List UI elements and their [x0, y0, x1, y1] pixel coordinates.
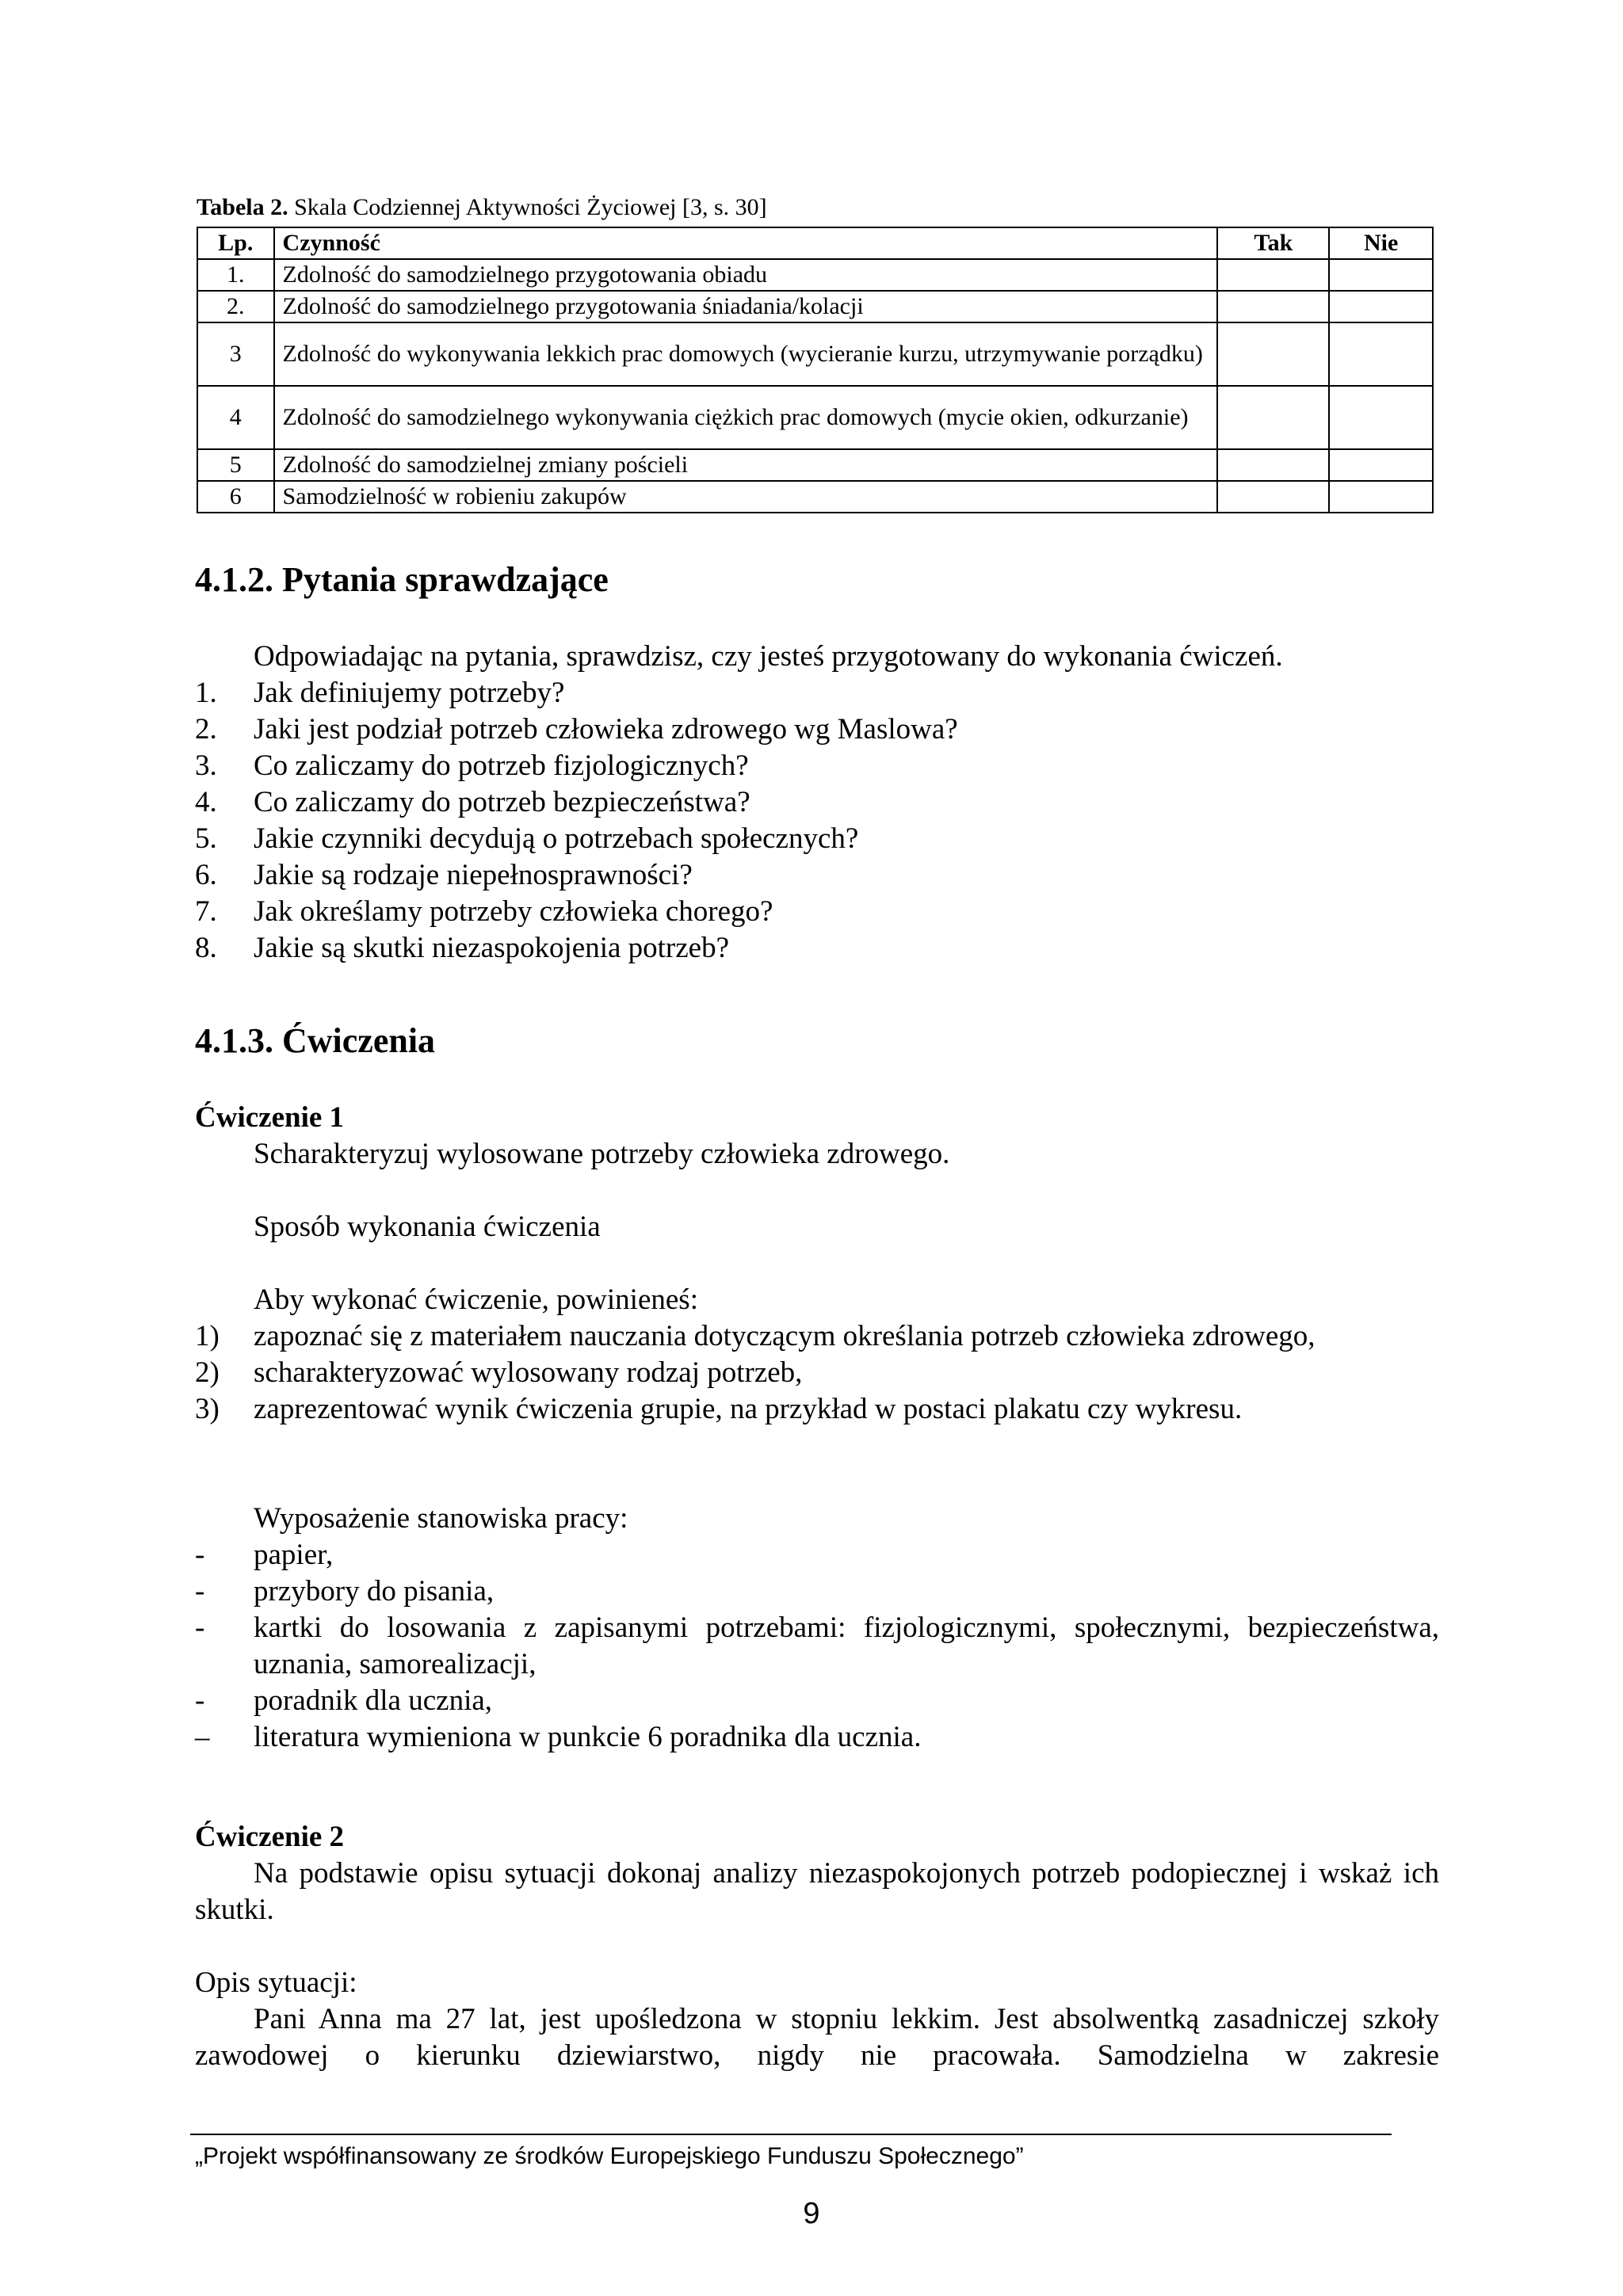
header-activity: Czynność [274, 227, 1218, 259]
step-number: 1) [195, 1320, 220, 1352]
step-number: 3) [195, 1393, 220, 1425]
item-text: Jak określamy potrzeby człowieka chorego? [254, 895, 773, 928]
equipment-list [195, 1537, 1439, 1756]
row-number: 1. [197, 259, 274, 291]
item-number: 2. [195, 713, 217, 746]
situation-heading: Opis sytuacji: [195, 1966, 357, 1999]
list-item [195, 784, 1439, 821]
table-caption [197, 193, 767, 222]
item-number: 8. [195, 932, 217, 964]
row-activity: Zdolność do wykonywania lekkich prac domowych (wycieranie kurzu, utrzymywanie porządku) [274, 322, 1218, 386]
bullet-mark: – [195, 1721, 210, 1753]
page-number: 9 [803, 2197, 820, 2230]
list-item [195, 857, 1439, 894]
list-item [195, 1610, 1439, 1683]
questions-intro: Odpowiadając na pytania, sprawdzisz, czy jesteś przygotowany do wykonania ćwiczeń. [254, 640, 1283, 673]
table-row [197, 322, 1433, 386]
list-item [195, 1719, 1439, 1756]
item-number: 7. [195, 895, 217, 928]
item-text: Jak definiujemy potrzeby? [254, 677, 565, 709]
no-cell [1329, 291, 1433, 322]
list-item [195, 1573, 1439, 1610]
table-caption-title: Skala Codziennej Aktywności Życiowej [3, s. 30] [288, 194, 767, 220]
exercise-2-title: Ćwiczenie 2 [195, 1821, 345, 1853]
bullet-mark: - [195, 1575, 205, 1608]
header-no: Nie [1329, 227, 1433, 259]
yes-cell [1217, 481, 1329, 513]
section-title-questions: 4.1.2. Pytania sprawdzające [195, 560, 609, 599]
no-cell [1329, 481, 1433, 513]
yes-cell [1217, 291, 1329, 322]
footer-divider [190, 2134, 1392, 2135]
list-item [195, 1355, 1439, 1391]
item-text: Co zaliczamy do potrzeb fizjologicznych? [254, 749, 749, 782]
table-row [197, 481, 1433, 513]
daily-activity-table [197, 227, 1434, 513]
table-row [197, 386, 1433, 449]
equipment-text: przybory do pisania, [254, 1575, 495, 1608]
row-activity: Zdolność do samodzielnego przygotowania śniadania/kolacji [274, 291, 1218, 322]
questions-list [195, 675, 1439, 967]
item-text: Jakie są skutki niezaspokojenia potrzeb? [254, 932, 730, 964]
equipment-text: papier, [254, 1539, 334, 1571]
exercise-1-steps [195, 1318, 1439, 1428]
list-item [195, 675, 1439, 711]
row-activity: Zdolność do samodzielnej zmiany pościeli [274, 449, 1218, 481]
item-text: Jakie czynniki decydują o potrzebach społecznych? [254, 822, 859, 855]
list-item [195, 1318, 1439, 1355]
bullet-mark: - [195, 1539, 205, 1571]
equipment-text: literatura wymieniona w punkcie 6 poradnika dla ucznia. [254, 1721, 922, 1753]
step-text: scharakteryzować wylosowany rodzaj potrzeb, [254, 1356, 803, 1389]
list-item [195, 894, 1439, 930]
yes-cell [1217, 259, 1329, 291]
row-number: 2. [197, 291, 274, 322]
equipment-heading: Wyposażenie stanowiska pracy: [254, 1502, 628, 1535]
list-item [195, 1537, 1439, 1573]
list-item [195, 748, 1439, 784]
list-item [195, 1683, 1439, 1719]
yes-cell [1217, 449, 1329, 481]
step-text: zapoznać się z materiałem nauczania dotyczącym określania potrzeb człowieka zdrowego, [254, 1320, 1316, 1352]
list-item [195, 1391, 1439, 1428]
no-cell [1329, 449, 1433, 481]
table-header-row [197, 227, 1433, 259]
no-cell [1329, 322, 1433, 386]
item-number: 5. [195, 822, 217, 855]
exercise-1-title: Ćwiczenie 1 [195, 1101, 345, 1134]
row-number: 6 [197, 481, 274, 513]
no-cell [1329, 259, 1433, 291]
header-yes: Tak [1217, 227, 1329, 259]
list-item [195, 821, 1439, 857]
bullet-mark: - [195, 1611, 205, 1644]
yes-cell [1217, 322, 1329, 386]
item-number: 4. [195, 786, 217, 818]
table-row [197, 449, 1433, 481]
list-item [195, 711, 1439, 748]
exercise-1-steps-intro: Aby wykonać ćwiczenie, powinieneś: [254, 1283, 698, 1316]
exercise-1-method-heading: Sposób wykonania ćwiczenia [254, 1211, 601, 1243]
section-title-exercises: 4.1.3. Ćwiczenia [195, 1021, 436, 1060]
row-number: 3 [197, 322, 274, 386]
row-number: 4 [197, 386, 274, 449]
step-text: zaprezentować wynik ćwiczenia grupie, na przykład w postaci plakatu czy wykresu. [254, 1393, 1243, 1425]
table-row [197, 291, 1433, 322]
item-text: Jakie są rodzaje niepełnosprawności? [254, 859, 693, 891]
header-lp: Lp. [197, 227, 274, 259]
yes-cell [1217, 386, 1329, 449]
row-number: 5 [197, 449, 274, 481]
item-text: Jaki jest podział potrzeb człowieka zdrowego wg Maslowa? [254, 713, 958, 746]
row-activity: Zdolność do samodzielnego przygotowania obiadu [274, 259, 1218, 291]
exercise-2-task: Na podstawie opisu sytuacji dokonaj analizy niezaspokojonych potrzeb podopiecznej i wskaż ich skutki. [195, 1857, 1439, 1926]
table-caption-label: Tabela 2. [197, 194, 288, 220]
row-activity: Samodzielność w robieniu zakupów [274, 481, 1218, 513]
equipment-text: kartki do losowania z zapisanymi potrzebami: fizjologicznymi, społecznymi, bezpieczeństwa, uznania, samorealizacji, [254, 1611, 1439, 1680]
bullet-mark: - [195, 1684, 205, 1717]
item-text: Co zaliczamy do potrzeb bezpieczeństwa? [254, 786, 750, 818]
item-number: 1. [195, 677, 217, 709]
step-number: 2) [195, 1356, 220, 1389]
item-number: 3. [195, 749, 217, 782]
row-activity: Zdolność do samodzielnego wykonywania ciężkich prac domowych (mycie okien, odkurzanie) [274, 386, 1218, 449]
table-row [197, 259, 1433, 291]
footer-note: „Projekt współfinansowany ze środków Europejskiego Funduszu Społecznego” [195, 2143, 1024, 2169]
list-item [195, 930, 1439, 967]
item-number: 6. [195, 859, 217, 891]
exercise-1-task: Scharakteryzuj wylosowane potrzeby człowieka zdrowego. [254, 1138, 950, 1170]
no-cell [1329, 386, 1433, 449]
equipment-text: poradnik dla ucznia, [254, 1684, 493, 1717]
situation-text: Pani Anna ma 27 lat, jest upośledzona w stopniu lekkim. Jest absolwentką zasadniczej szkoły zawodowej o kierunku dziewiarstwo, nigdy nie pracowała. Samodzielna w zakresie [195, 2003, 1439, 2072]
